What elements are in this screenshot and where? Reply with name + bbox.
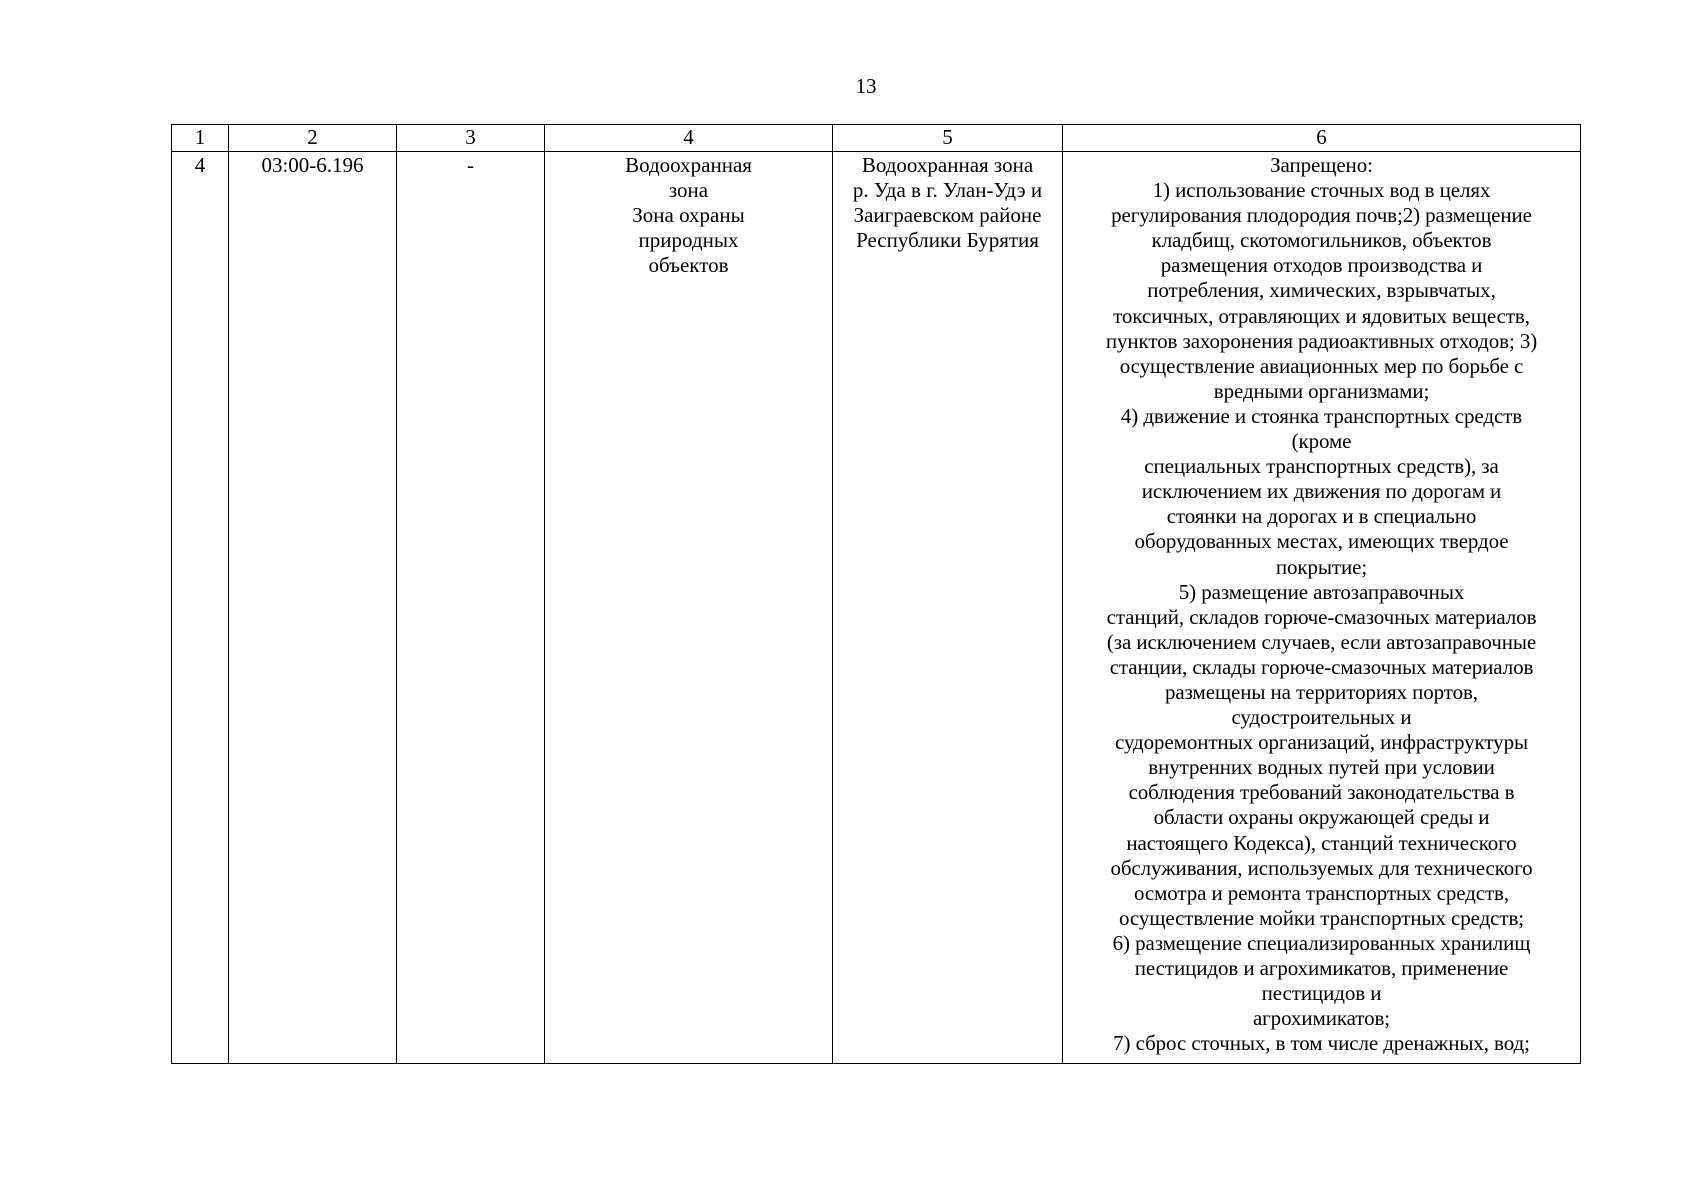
column-3-cell <box>397 152 545 1064</box>
header-cell-6: 6 <box>1063 125 1581 152</box>
restrictions-text: Запрещено: 1) использование сточных вод в целях регулирования плодородия почв;2) размещение кладбищ, скотомогильников, объектов размещения отходов производства и потребления, химических, взрывчатых, токсичных, отравляющих и ядовитых веществ, пунктов захоронения радиоактивных отходов; 3) осуществление авиационных мер по борьбе с вредными организмами; 4) движение и стоянка транспортных средств (кроме специальных транспортных средств), за исключением их движения по дорогам и стоянки на дорогах и в специально оборудованных местах, имеющих твердое покрытие; 5) размещение автозаправочных станций, складов горюче-смазочных материалов (за исключением случаев, если автозаправочные станции, склады горюче-смазочных материалов размещены на территориях портов, судостроительных и судоремонтных организаций, инфраструктуры внутренних водных путей при условии соблюдения требований законодательства в области охраны окружающей среды и настоящего Кодекса), станций технического обслуживания, используемых для технического осмотра и ремонта транспортных средств, осуществление мойки транспортных средств; 6) размещение специализированных хранилищ пестицидов и агрохимикатов, применение пестицидов и агрохимикатов; 7) сброс сточных, в том числе дренажных, вод; <box>1105 153 1538 1056</box>
header-cell-2: 2 <box>229 125 397 152</box>
header-cell-4: 4 <box>545 125 833 152</box>
zone-name-cell <box>833 152 1063 1064</box>
zone-table <box>171 124 1581 1064</box>
row-number-cell <box>172 152 229 1064</box>
header-cell-3: 3 <box>397 125 545 152</box>
table-header-row <box>172 125 1581 152</box>
zone-code: 03:00-6.196 <box>261 153 364 177</box>
row-number: 4 <box>194 153 206 177</box>
zone-type: Водоохранная зона Зона охраны природных объектов <box>625 153 752 277</box>
zone-type-cell <box>545 152 833 1064</box>
zone-code-cell <box>229 152 397 1064</box>
column-3-value: - <box>467 153 474 177</box>
restrictions-cell <box>1063 152 1581 1064</box>
header-cell-5: 5 <box>833 125 1063 152</box>
header-cell-1: 1 <box>172 125 229 152</box>
table-row <box>172 152 1581 1064</box>
page-number: 13 <box>855 74 877 98</box>
zone-name: Водоохранная зона р. Уда в г. Улан-Удэ и Заиграевском районе Республики Бурятия <box>852 153 1043 252</box>
